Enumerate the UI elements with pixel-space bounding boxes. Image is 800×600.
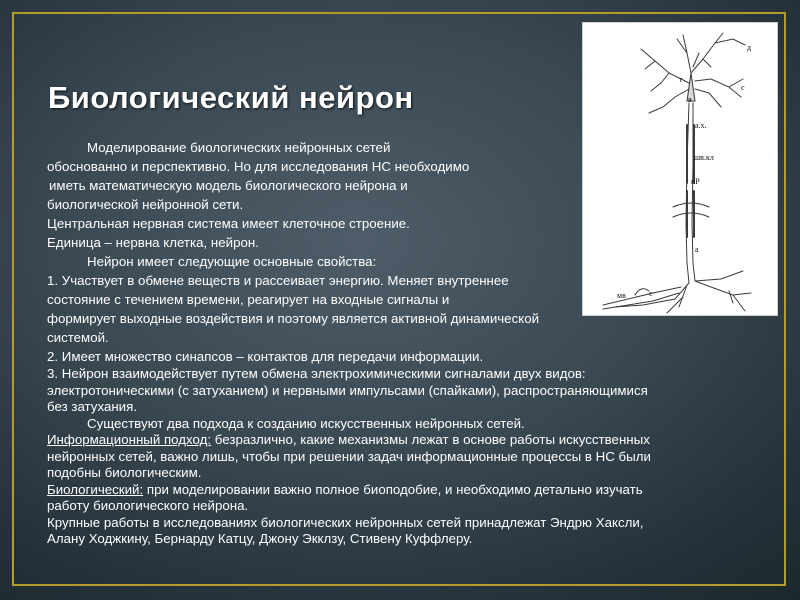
body-line: электротоническими (с затуханием) и нервными импульсами (спайками), распространяющимися — [47, 382, 648, 398]
body-line: нейронных сетей, важно лишь, чтобы при решении задач информационные процессы в НС были — [47, 448, 651, 464]
body-line — [47, 432, 757, 449]
label-a: а — [695, 245, 699, 254]
body-line: Алану Ходжкину, Бернарду Катцу, Джону Экклзу, Стивену Куффлеру. — [47, 531, 473, 546]
label-d: д — [747, 43, 752, 52]
body-line: системой. — [47, 330, 109, 345]
info-approach-label: Информационный подход: — [47, 432, 212, 447]
info-approach-text: безразлично, какие механизмы лежат в основе работы искусственных — [214, 432, 650, 447]
body-line: Крупные работы в исследованиях биологических нейронных сетей принадлежат Эндрю Хаксли, — [47, 514, 644, 530]
body-line — [47, 482, 757, 499]
label-s: с — [741, 83, 745, 92]
label-shvkl: шв.кл — [694, 153, 714, 162]
label-pr: пР — [691, 177, 700, 186]
body-line: Центральная нервная система имеет клеточное строение. — [47, 216, 410, 231]
label-ya: я — [688, 95, 692, 104]
bio-approach-text: при моделировании важно полное биоподобие, и необходимо детально изучать — [146, 481, 643, 497]
body-line: биологической нейронной сети. — [47, 197, 244, 212]
body-line: обоснованно и перспективно. Но для исследования НС необходимо — [47, 159, 470, 174]
body-line: состояние с течением времени, реагирует на входные сигналы и — [47, 292, 450, 307]
body-line: 2. Имеет множество синапсов – контактов для передачи информации. — [47, 349, 484, 364]
body-line: формирует выходные воздействия и поэтому является активной динамической — [47, 311, 540, 326]
body-line: Существуют два подхода к созданию искусственных нейронных сетей. — [87, 415, 525, 431]
label-mv: мв — [617, 291, 626, 300]
slide-title: Биологический нейрон — [48, 80, 414, 115]
bio-approach-label: Биологический: — [47, 481, 144, 497]
body-line: работу биологического нейрона. — [47, 498, 249, 513]
label-t: т — [679, 75, 683, 84]
label-s2: с — [649, 289, 653, 298]
body-line: Нейрон имеет следующие основные свойства: — [87, 254, 377, 269]
slide-body — [47, 138, 757, 548]
body-line: Единица – нервна клетка, нейрон. — [47, 235, 259, 250]
body-line: Моделирование биологических нейронных сетей — [87, 140, 391, 155]
body-line: 1. Участвует в обмене веществ и рассеивает энергию. Меняет внутреннее — [47, 273, 509, 288]
body-line: 3. Нейрон взаимодействует путем обмена электрохимическими сигналами двух видов: — [47, 366, 586, 381]
label-ax: а.х. — [695, 121, 707, 130]
body-line: подобны биологическим. — [47, 465, 202, 480]
body-line: без затухания. — [47, 399, 138, 414]
body-line: иметь математическую модель биологического нейрона и — [49, 178, 408, 193]
